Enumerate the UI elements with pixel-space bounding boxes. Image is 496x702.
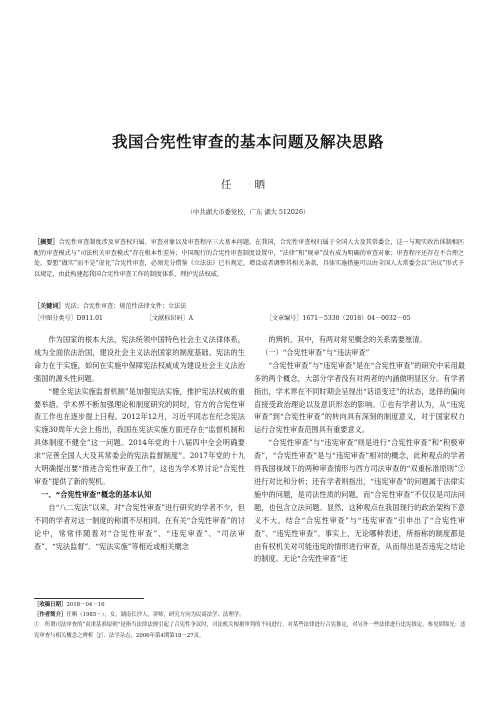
section-heading: 一、“合宪性审查”概念的基本认知	[41, 489, 152, 499]
body-paragraph: 自“八二宪法”以来，对“合宪性审查”进行研究的学者不少，但不同的学者对这一制度的称谓不尽相同。在有关“合宪性审查”的讨论中，常常伴随着对“合宪性审查”、“违宪审查”、“司法审查”、“宪法监督”、“宪法实施”等相近或相关概念	[34, 502, 245, 551]
section-heading: （一）“合宪性审查”与“违法审查”	[261, 347, 370, 357]
footnote-label: ［作者简介］	[34, 612, 67, 619]
body-paragraph: “合宪性审查”与“违宪审查”是在“合宪性审查”的研究中采用最多的两个概念，大部分学者没有对两者的内涵做明显区分。有学者指出，学术界在不同时期会呈现出“话语变迁”的状态，选择的偏向直接受政治理论以及意识形态的影响。①也有学者认为，从“违宪审查”到“合宪性审查”的转向具有深刻的制度意义，对于国家权力运行合宪性审查范围具有重要意义。	[254, 360, 465, 435]
author-affiliation: （中共湖大市委党校，广东 湖大 512026）	[186, 209, 310, 216]
keywords	[34, 301, 464, 310]
footnote	[34, 620, 470, 640]
article-number: ［文章编号］1671－5330（2018）04－0032－05	[265, 315, 411, 322]
abstract	[34, 238, 464, 281]
abstract-label: ［摘要］	[34, 239, 59, 246]
document-code: ［文献标识码］A	[145, 315, 193, 322]
footnote	[34, 600, 470, 610]
paper-title: 我国合宪性审查的基本问题及解决思路	[111, 133, 384, 151]
keywords-label: ［关键词］	[34, 303, 65, 310]
article-meta	[34, 313, 474, 322]
body-left-column	[34, 334, 245, 553]
footnotes	[34, 600, 470, 641]
body-paragraph: “健全宪法实施监督机制”是加强宪法实施，推护宪法权威的重要举措。学术界不断加强理论和制度研究的同时，官方的合宪性审查工作也在逐步提上日程。2012年12月，习近平同志在纪念宪法实施30周年大会上指出，我国在宪法实施方面还存在“监督机制和具体制度不健全”这一问题。2014年党的十八届四中全会明确要求“完善全国人大及其常委会的宪法监督制度”。2017年党的十九大明确提出要“推进合宪性审查工作”，这也为学术界讨论“合宪性审查”提供了新的契机。	[34, 386, 245, 486]
footnote-text: 2018－04－16	[66, 602, 105, 608]
footnote	[34, 610, 470, 620]
abstract-text: 合宪性审查制度涉及审查权归属、审查对象以及审查程序三大基本问题。在我国，合宪性审查权归属于全国人大及其常委会，这一与现实政治体制相匹配的审查模式与“司法机关审查模式”存在根本性差异；中国现行的合宪性审查制度设置中，“法律”和“规章”没有成为明确的审查对象；审查程序还存在不合理之处。要想“做实”而不是“虚化”合宪性审查，必须充分借鉴《立法法》已有规定，增设或者调整其相关条款，具体实施措施可以由全国人大常委会以“决议”形式予以规定，由此构建起我国合宪性审查工作的制度体系，理护宪法权威。	[34, 239, 465, 279]
body-paragraph: “合宪性审查”与“违宪审查”则是进行“合宪性审查”和“积极审查”，“合宪性审查”是与“违宪审查”相对的概念，此种观点的学者将我国视域下的两种审查情形与西方司法审查的“双重标准原则”②进行对比和分析；还有学者则指出，“违宪审查”的问题属于法律实施中的问题，是司法性质的问题，而“合宪性审查”不仅仅是司法问题，也包含立法问题。显然，这种观点在我国现行的政治架构下意义不大。结合“合宪性审查”与“违宪审查”引申出了“合宪性审查”、“违宪性审查”。事实上，无论哪种表述，所指称的制度都是由有权机关对可能违宪的情形进行审查，从而得出是否违宪之结论的制度。无论“合宪性审查”还	[254, 438, 465, 564]
keywords-text: 宪法；合宪性审查；规范性法律文件；立法法	[64, 303, 187, 310]
author-name: 任 晒	[220, 179, 276, 191]
footnote-label: ［收稿日期］	[34, 602, 67, 608]
clc-number: ［中图分类号］D911.01	[34, 315, 103, 322]
body-paragraph: 的辨析。其中，有两对常见概念的关系需要厘清。	[268, 335, 427, 344]
body-right-column	[254, 334, 465, 566]
footnote-divider	[34, 598, 144, 599]
footnote-text: 任晒（1985－），女，湖南长沙人，讲师，研究方向为民商法学、法理学。	[66, 612, 245, 619]
body-paragraph: 作为国家的根本大法，宪法统领中国特色社会主义法律体系，成为全面依法治国，建设社会主义法治国家的制度基础。宪法的生命力在于实施，如何在实施中保障宪法权威成为建设社会主义法治强国的源头性问题。	[34, 335, 245, 383]
footnote-text: ① 所谓司法审查的“双重基准原则”是指当法律法规引起了合宪性争议时，司法机关根据审判的不同进行，对某些法律进行合宪推定，对另外一些法律进行违宪推定。参见胡锦光：违宪审查与相关概念之辨析［J］．法学杂志，2006年第4期第18－27页。	[34, 622, 466, 639]
